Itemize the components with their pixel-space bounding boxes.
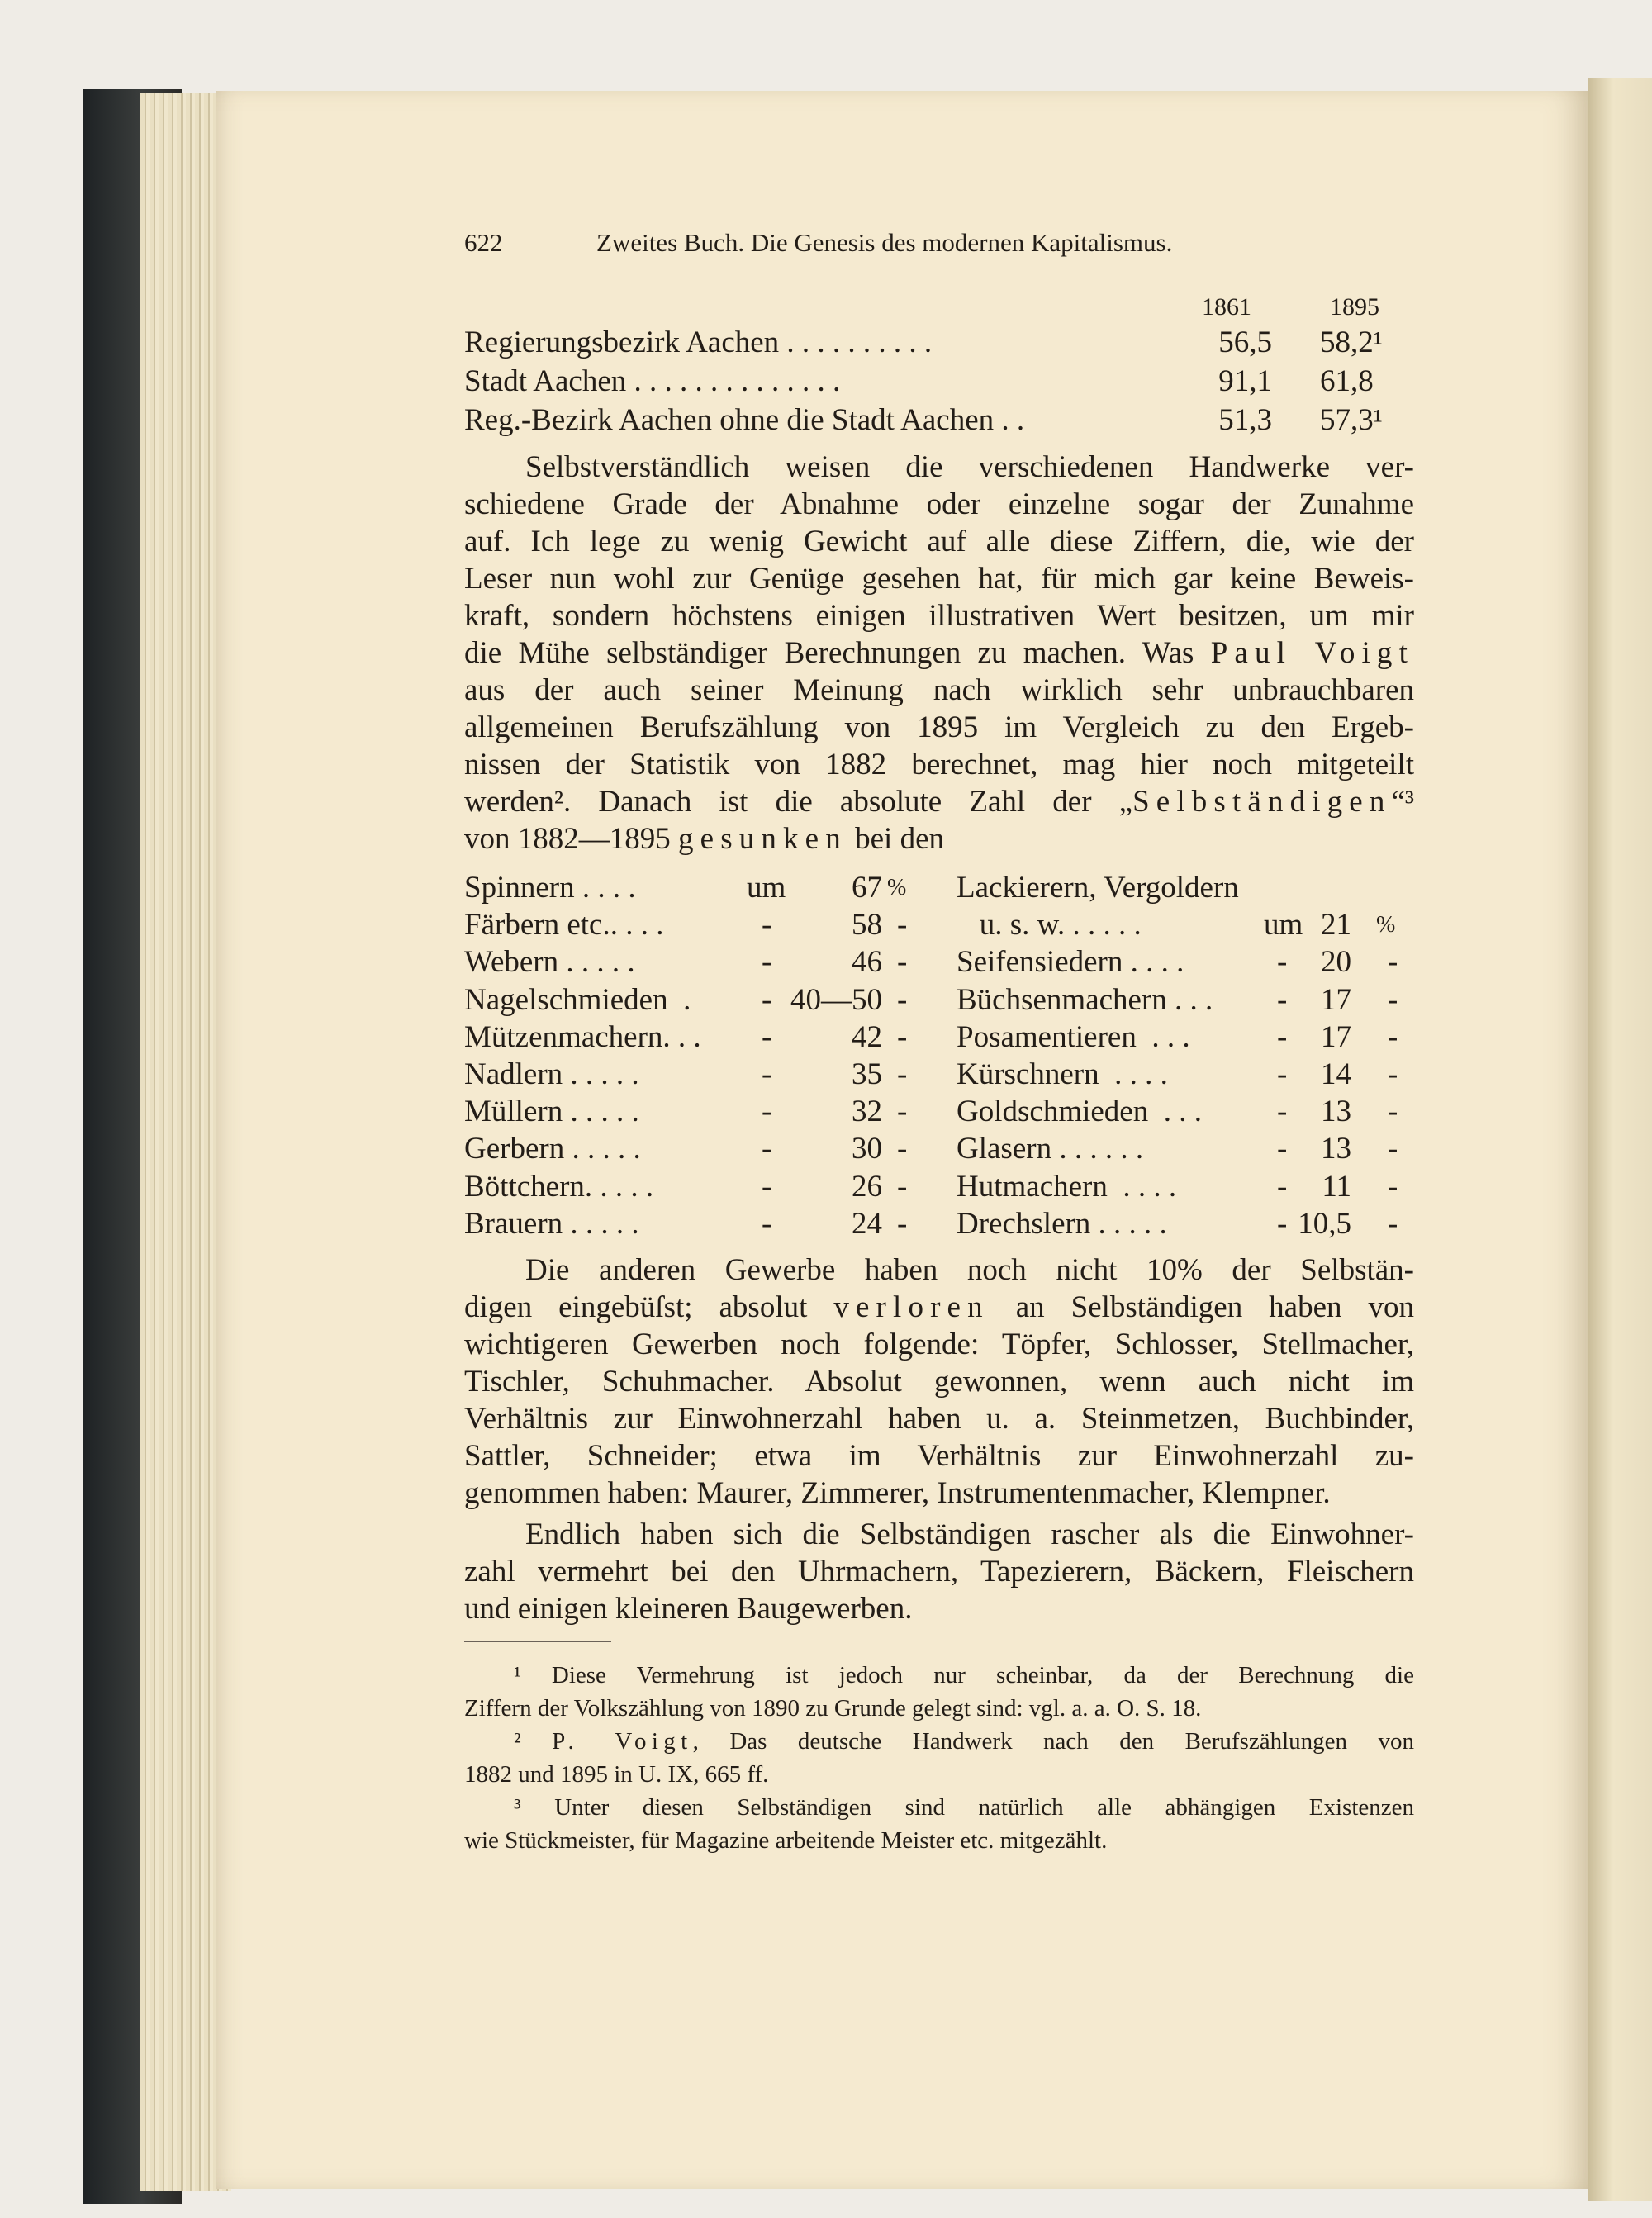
trade-unit: - [897,1019,908,1054]
trade-name: Drechslern . . . . . [957,1206,1167,1241]
trade-unit: - [1388,1057,1398,1091]
trade-marker: - [762,1169,772,1204]
footnote-line [514,1791,1414,1824]
trade-name: Kürschnern . . . . [957,1057,1168,1091]
text-segment: Endlich haben sich die Selbständigen rascher als die Einwohner- [525,1517,1414,1551]
text-segment: von 1882—1895 [464,822,678,856]
trade-value: 17 [1321,1019,1351,1054]
trade-unit: - [1388,1019,1398,1054]
text-segment: allgemeinen Berufszählung von 1895 im Vergleich zu den Ergeb- [464,710,1414,744]
year-header-1895: 1895 [1330,293,1379,321]
trade-marker: - [762,982,772,1017]
paragraph-line [464,1400,1414,1437]
paragraph-line [464,634,1414,672]
trade-value: 40—50 [790,982,882,1017]
text-segment: Sattler, Schneider; etwa im Verhältnis zur Einwohnerzahl zu- [464,1439,1414,1473]
trade-unit: - [1388,1095,1398,1129]
trade-value: 14 [1321,1057,1351,1091]
trade-value: 26 [852,1169,882,1204]
paragraph-line [464,1437,1414,1475]
trade-name: Nadlern . . . . . [464,1057,639,1091]
year-row-1895: 58,2¹ [1320,325,1383,359]
trade-unit: - [897,1057,908,1091]
running-title: Zweites Buch. Die Genesis des modernen Kapitalismus. [596,228,1173,257]
footnote-line [464,1692,1414,1725]
trade-value: 10,5 [1298,1206,1351,1241]
text-segment: 1882 und 1895 in U. IX, 665 ff. [464,1761,769,1788]
trade-marker: - [1277,1057,1288,1091]
paragraph-line [464,709,1414,746]
spaced-emphasis: gesunken [678,822,847,856]
trade-name: u. s. w. . . . . . [957,908,1142,943]
footnote-line [464,1758,1414,1791]
trade-value: 58 [852,908,882,943]
trade-unit: - [897,1095,908,1129]
trade-unit: - [897,1132,908,1166]
trade-name: Webern . . . . . [464,945,635,980]
text-segment: Tischler, Schuhmacher. Absolut gewonnen, wenn auch nicht im [464,1365,1414,1399]
trade-value: 42 [852,1019,882,1054]
paragraph-line [464,820,1414,857]
trade-name: Gerbern . . . . . [464,1132,641,1166]
trade-marker: um [1264,908,1303,943]
footnote-line [464,1824,1414,1857]
spaced-emphasis: Selbständigen [1132,785,1392,819]
trade-marker: - [762,1095,772,1129]
trade-marker: - [762,945,772,980]
year-header-1861: 1861 [1202,293,1251,321]
trade-value: 32 [852,1095,882,1129]
trade-name: Färbern etc.. . . . [464,908,664,943]
paragraph-line [464,1326,1414,1363]
trade-name: Spinnern . . . . [464,871,636,905]
trade-marker: - [1277,1019,1288,1054]
paragraph-line [464,672,1414,709]
paragraph-line [525,449,1414,486]
trade-value: 13 [1321,1132,1351,1166]
trade-marker: - [1277,1095,1288,1129]
text-segment: , Das deutsche Handwerk nach den Berufszählungen von [692,1728,1415,1755]
paragraph-line [464,746,1414,783]
paragraph-line [464,1590,1414,1627]
text-segment: Leser nun wohl zur Genüge gesehen hat, für mich gar keine Beweis- [464,562,1414,596]
trade-marker: - [762,1206,772,1241]
trade-unit: - [897,1206,908,1241]
paragraph-line [464,597,1414,634]
page-number: 622 [464,228,503,257]
text-segment: auf. Ich lege zu wenig Gewicht auf alle diese Ziffern, die, wie der [464,525,1414,558]
paragraph-line [464,783,1414,820]
paragraph-line [464,560,1414,597]
trade-marker: - [1277,1206,1288,1241]
year-row-1861: 91,1 [1218,364,1272,398]
trade-value: 20 [1321,945,1351,980]
trade-name: Nagelschmieden . [464,982,691,1017]
year-row-label: Regierungsbezirk Aachen . . . . . . . . . . [464,325,933,359]
text-segment: an Selbständigen haben von [989,1290,1414,1324]
trade-unit: - [897,982,908,1017]
trade-marker: - [1277,982,1288,1017]
trade-name: Büchsenmachern . . . [957,982,1213,1017]
text-segment: Die anderen Gewerbe haben noch nicht 10% der Selbstän- [525,1253,1414,1287]
trade-marker: - [762,908,772,943]
year-row-1861: 51,3 [1218,403,1272,437]
paragraph-line [464,523,1414,560]
trade-value: 67 [852,871,882,905]
trade-marker: - [1277,945,1288,980]
trade-unit: - [897,1169,908,1204]
text-segment: die Mühe selbständiger Berechnungen zu machen. Was [464,636,1211,670]
paragraph-line [464,486,1414,523]
text-segment: genommen haben: Maurer, Zimmerer, Instrumentenmacher, Klempner. [464,1476,1331,1510]
paragraph-line [525,1516,1414,1553]
trade-unit: - [897,945,908,980]
year-row-label: Stadt Aachen . . . . . . . . . . . . . . [464,364,841,398]
year-row-1861: 56,5 [1218,325,1272,359]
trade-marker: - [1277,1132,1288,1166]
text-segment: ² [514,1728,553,1755]
text-segment: und einigen kleineren Baugewerben. [464,1592,913,1626]
trade-name: Lackierern, Vergoldern [957,871,1239,905]
text-segment: wichtigeren Gewerben noch folgende: Töpfer, Schlosser, Stellmacher, [464,1327,1414,1361]
trade-name: Goldschmieden . . . [957,1095,1202,1129]
text-segment: zahl vermehrt bei den Uhrmachern, Tapezierern, Bäckern, Fleischern [464,1555,1414,1589]
paragraph-line [464,1289,1414,1326]
text-segment: ³ Unter diesen Selbständigen sind natürlich alle abhängigen Existenzen [514,1794,1414,1821]
text-segment: Verhältnis zur Einwohnerzahl haben u. a. Steinmetzen, Buchbinder, [464,1402,1414,1436]
text-segment: nissen der Statistik von 1882 berechnet, mag hier noch mitgeteilt [464,748,1414,781]
trade-unit: - [1388,982,1398,1017]
facing-page-edge [1588,78,1652,2201]
spaced-emphasis: verloren [833,1290,990,1324]
trade-unit: - [1388,945,1398,980]
text-segment: kraft, sondern höchstens einigen illustrativen Wert besitzen, um mir [464,599,1414,633]
trade-marker: um [747,871,786,905]
footnote-line [514,1725,1414,1758]
year-row-1895: 57,3¹ [1320,403,1383,437]
text-segment: ¹ Diese Vermehrung ist jedoch nur scheinbar, da der Berechnung die [514,1662,1414,1688]
text-segment: werden². Danach ist die absolute Zahl der „ [464,785,1133,819]
trade-value: 13 [1321,1095,1351,1129]
trade-marker: - [1277,1169,1288,1204]
trade-unit: % [1376,912,1396,938]
paragraph-line [464,1553,1414,1590]
trade-unit: - [1388,1169,1398,1204]
spaced-emphasis: P. Voigt [552,1728,693,1755]
trade-name: Müllern . . . . . [464,1095,639,1129]
trade-name: Hutmachern . . . . [957,1169,1177,1204]
trade-value: 35 [852,1057,882,1091]
trade-unit: - [1388,1206,1398,1241]
year-row-label: Reg.-Bezirk Aachen ohne die Stadt Aachen . . [464,403,1025,437]
trade-unit: - [897,908,908,943]
text-segment: wie Stückmeister, für Magazine arbeitende Meister etc. mitgezählt. [464,1827,1108,1854]
trade-name: Brauern . . . . . [464,1206,639,1241]
trade-marker: - [762,1132,772,1166]
trade-value: 30 [852,1132,882,1166]
text-segment: digen eingebüſst; absolut [464,1290,834,1324]
trade-value: 17 [1321,982,1351,1017]
trade-name: Posamentieren . . . [957,1019,1190,1054]
trade-name: Glasern . . . . . . [957,1132,1144,1166]
trade-value: 24 [852,1206,882,1241]
trade-name: Mützenmachern. . . [464,1019,701,1054]
year-row-1895: 61,8 [1320,364,1374,398]
text-segment: schiedene Grade der Abnahme oder einzelne sogar der Zunahme [464,487,1414,521]
trade-value: 11 [1322,1169,1351,1204]
trade-marker: - [762,1057,772,1091]
text-segment: bei den [847,822,944,856]
text-segment: “³ [1391,785,1414,819]
trade-unit: - [1388,1132,1398,1166]
trade-value: 21 [1321,908,1351,943]
trade-marker: - [762,1019,772,1054]
paragraph-line [525,1251,1414,1289]
trade-unit: % [887,875,907,900]
footnote-line [514,1659,1414,1692]
spaced-emphasis: Paul Voigt [1210,636,1414,670]
text-segment: aus der auch seiner Meinung nach wirklich sehr unbrauchbaren [464,673,1414,707]
trade-value: 46 [852,945,882,980]
text-segment: Ziffern der Volkszählung von 1890 zu Grunde gelegt sind: vgl. a. a. O. S. 18. [464,1695,1202,1722]
trade-name: Seifensiedern . . . . [957,945,1184,980]
footnote-rule [464,1641,611,1642]
trade-name: Böttchern. . . . . [464,1169,654,1204]
paragraph-line [464,1363,1414,1400]
text-segment: Selbstverständlich weisen die verschiedenen Handwerke ver- [525,450,1414,484]
paragraph-line [464,1475,1414,1512]
